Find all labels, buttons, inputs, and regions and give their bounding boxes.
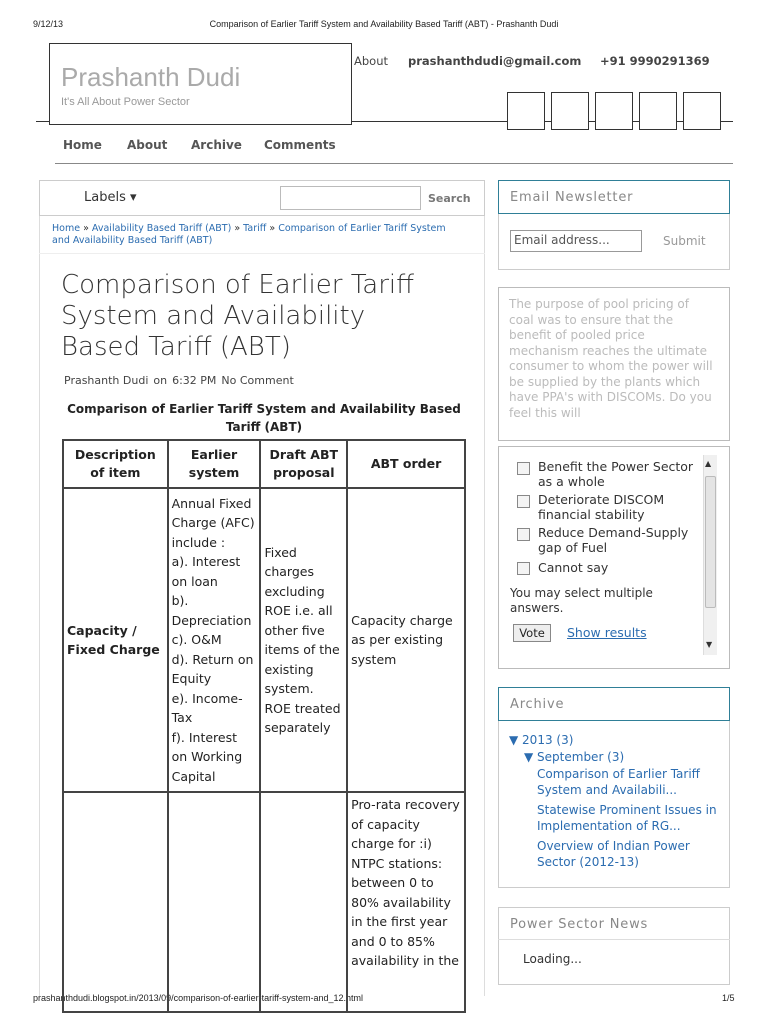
archive-title-box — [498, 687, 730, 721]
cell-draft — [260, 792, 347, 1012]
breadcrumb-sep: » — [266, 223, 279, 234]
poll-checkbox[interactable] — [517, 562, 530, 575]
table-row — [63, 792, 465, 1012]
scroll-down-arrow-icon[interactable]: ▼ — [706, 640, 713, 649]
social-icon-2[interactable] — [551, 92, 589, 130]
poll-option-label: Deteriorate DISCOM financial stability — [538, 492, 665, 522]
newsletter-title: Email Newsletter — [510, 190, 634, 205]
cell-order: Pro-rata recovery of capacity charge for :i) NTPC stations: between 0 to 80% availability in the first year and 0 to 85% availability in the — [347, 792, 465, 1012]
top-phone: +91 9990291369 — [600, 54, 710, 68]
social-icon-5[interactable] — [683, 92, 721, 130]
post-author[interactable]: Prashanth Dudi — [64, 374, 149, 387]
earlier-line: Annual Fixed Charge (AFC) include : — [171, 495, 255, 550]
email-field[interactable]: Email address... — [510, 230, 642, 252]
archive-post-link[interactable]: Overview of Indian Power Sector (2012-13) — [537, 839, 690, 869]
print-url: prashanthdudi.blogspot.in/2013/09/comparison-of-earlier-tariff-system-and_12.html — [33, 993, 364, 1003]
breadcrumb-sep: » — [80, 223, 92, 234]
archive-post-link[interactable]: Statewise Prominent Issues in Implementation of RG... — [537, 803, 717, 833]
cell-draft: Fixed charges excluding ROE i.e. all other five items of the existing system. ROE treated separately — [260, 488, 347, 792]
breadcrumb-current[interactable]: Comparison of Earlier Tariff System and Availability Based Tariff (ABT) — [52, 223, 446, 246]
earlier-line: f). Interest on Working Capital — [171, 729, 243, 784]
post-meta — [64, 374, 299, 387]
search-input[interactable] — [280, 186, 421, 210]
scroll-up-arrow-icon[interactable]: ▲ — [705, 459, 712, 468]
header-line-left — [36, 121, 50, 122]
vote-button[interactable]: Vote — [513, 624, 551, 642]
earlier-line: e). Income-Tax — [171, 690, 243, 726]
table-caption: Comparison of Earlier Tariff System and Availability Based Tariff (ABT) — [67, 402, 461, 434]
show-results-link[interactable]: Show results — [567, 625, 647, 640]
breadcrumb-tariff[interactable]: Tariff — [243, 223, 267, 234]
table-row — [63, 488, 465, 792]
social-icon-1[interactable] — [507, 92, 545, 130]
comparison-table — [62, 439, 466, 1013]
news-loading: Loading... — [523, 952, 582, 966]
print-page-number: 1/5 — [722, 993, 735, 1003]
print-date: 9/12/13 — [33, 19, 64, 29]
header-order: ABT order — [347, 440, 465, 488]
post-on: on — [153, 374, 168, 387]
breadcrumb — [52, 223, 452, 247]
poll-checkbox[interactable] — [517, 528, 530, 541]
social-icon-3[interactable] — [595, 92, 633, 130]
header-draft: Draft ABT proposal — [260, 440, 347, 488]
row-label — [63, 792, 168, 1012]
blog-title[interactable]: Prashanth Dudi — [61, 62, 241, 92]
poll-checkbox[interactable] — [517, 462, 530, 475]
poll-note: You may select multiple answers. — [510, 586, 653, 615]
poll-option-label: Reduce Demand-Supply gap of Fuel — [538, 525, 689, 555]
archive-post-link[interactable]: Comparison of Earlier Tariff System and Availabili... — [537, 767, 700, 797]
earlier-line: d). Return on Equity — [171, 651, 254, 687]
poll-option-label: Benefit the Power Sector as a whole — [538, 459, 694, 489]
newsletter-title-box — [498, 180, 730, 214]
nav-about[interactable]: About — [127, 138, 168, 152]
earlier-line: a). Interest on loan — [171, 554, 241, 589]
post-time[interactable]: 6:32 PM — [172, 374, 217, 387]
row-label: Capacity / Fixed Charge — [63, 488, 168, 792]
archive-month[interactable]: ▼ September (3) — [524, 750, 625, 764]
post-comments[interactable]: No Comment — [221, 374, 294, 387]
poll-option-label: Cannot say — [538, 560, 609, 575]
nav-comments[interactable]: Comments — [264, 138, 336, 152]
blog-description: It's All About Power Sector — [61, 96, 190, 108]
labels-dropdown[interactable]: Labels ▾ — [84, 190, 137, 205]
social-icon-4[interactable] — [639, 92, 677, 130]
news-title: Power Sector News — [510, 917, 649, 932]
archive-year[interactable]: ▼ 2013 (3) — [509, 733, 574, 747]
blog-header — [49, 43, 352, 125]
post-title: Comparison of Earlier Tariff System and Availability Based Tariff (ABT) — [61, 270, 415, 362]
top-about-link[interactable]: About — [354, 54, 389, 68]
archive-title: Archive — [510, 697, 565, 712]
header-earlier: Earlier system — [168, 440, 261, 488]
header-description: Description of item — [63, 440, 168, 488]
table-header-row — [63, 440, 465, 488]
breadcrumb-sep: » — [231, 223, 244, 234]
earlier-line: b). Depreciation — [171, 593, 252, 628]
news-divider — [498, 939, 730, 940]
print-title: Comparison of Earlier Tariff System and Availability Based Tariff (ABT) - Prashanth Dudi — [209, 19, 559, 29]
cell-earlier — [168, 792, 261, 1012]
cell-order: Capacity charge as per existing system — [347, 488, 465, 792]
poll-question: The purpose of pool pricing of coal was to ensure that the benefit of pooled price mechanism reaches the ultimate consumer to whom the power will be supplied by the plants which have PPA's with DISCOMs. Do you feel this will — [509, 297, 713, 420]
poll-checkbox[interactable] — [517, 495, 530, 508]
breadcrumb-abt[interactable]: Availability Based Tariff (ABT) — [91, 223, 232, 234]
nav-archive[interactable]: Archive — [191, 138, 242, 152]
earlier-line: c). O&M — [171, 632, 222, 648]
top-email[interactable]: prashanthdudi@gmail.com — [408, 54, 582, 68]
search-button[interactable]: Search — [428, 192, 471, 205]
poll-scrollbar-thumb[interactable] — [705, 476, 716, 608]
breadcrumb-home[interactable]: Home — [52, 223, 81, 234]
submit-button[interactable]: Submit — [663, 234, 706, 248]
nav-home[interactable]: Home — [63, 138, 102, 152]
cell-earlier — [168, 488, 261, 792]
nav-divider — [55, 163, 733, 164]
breadcrumb-divider — [39, 253, 485, 254]
